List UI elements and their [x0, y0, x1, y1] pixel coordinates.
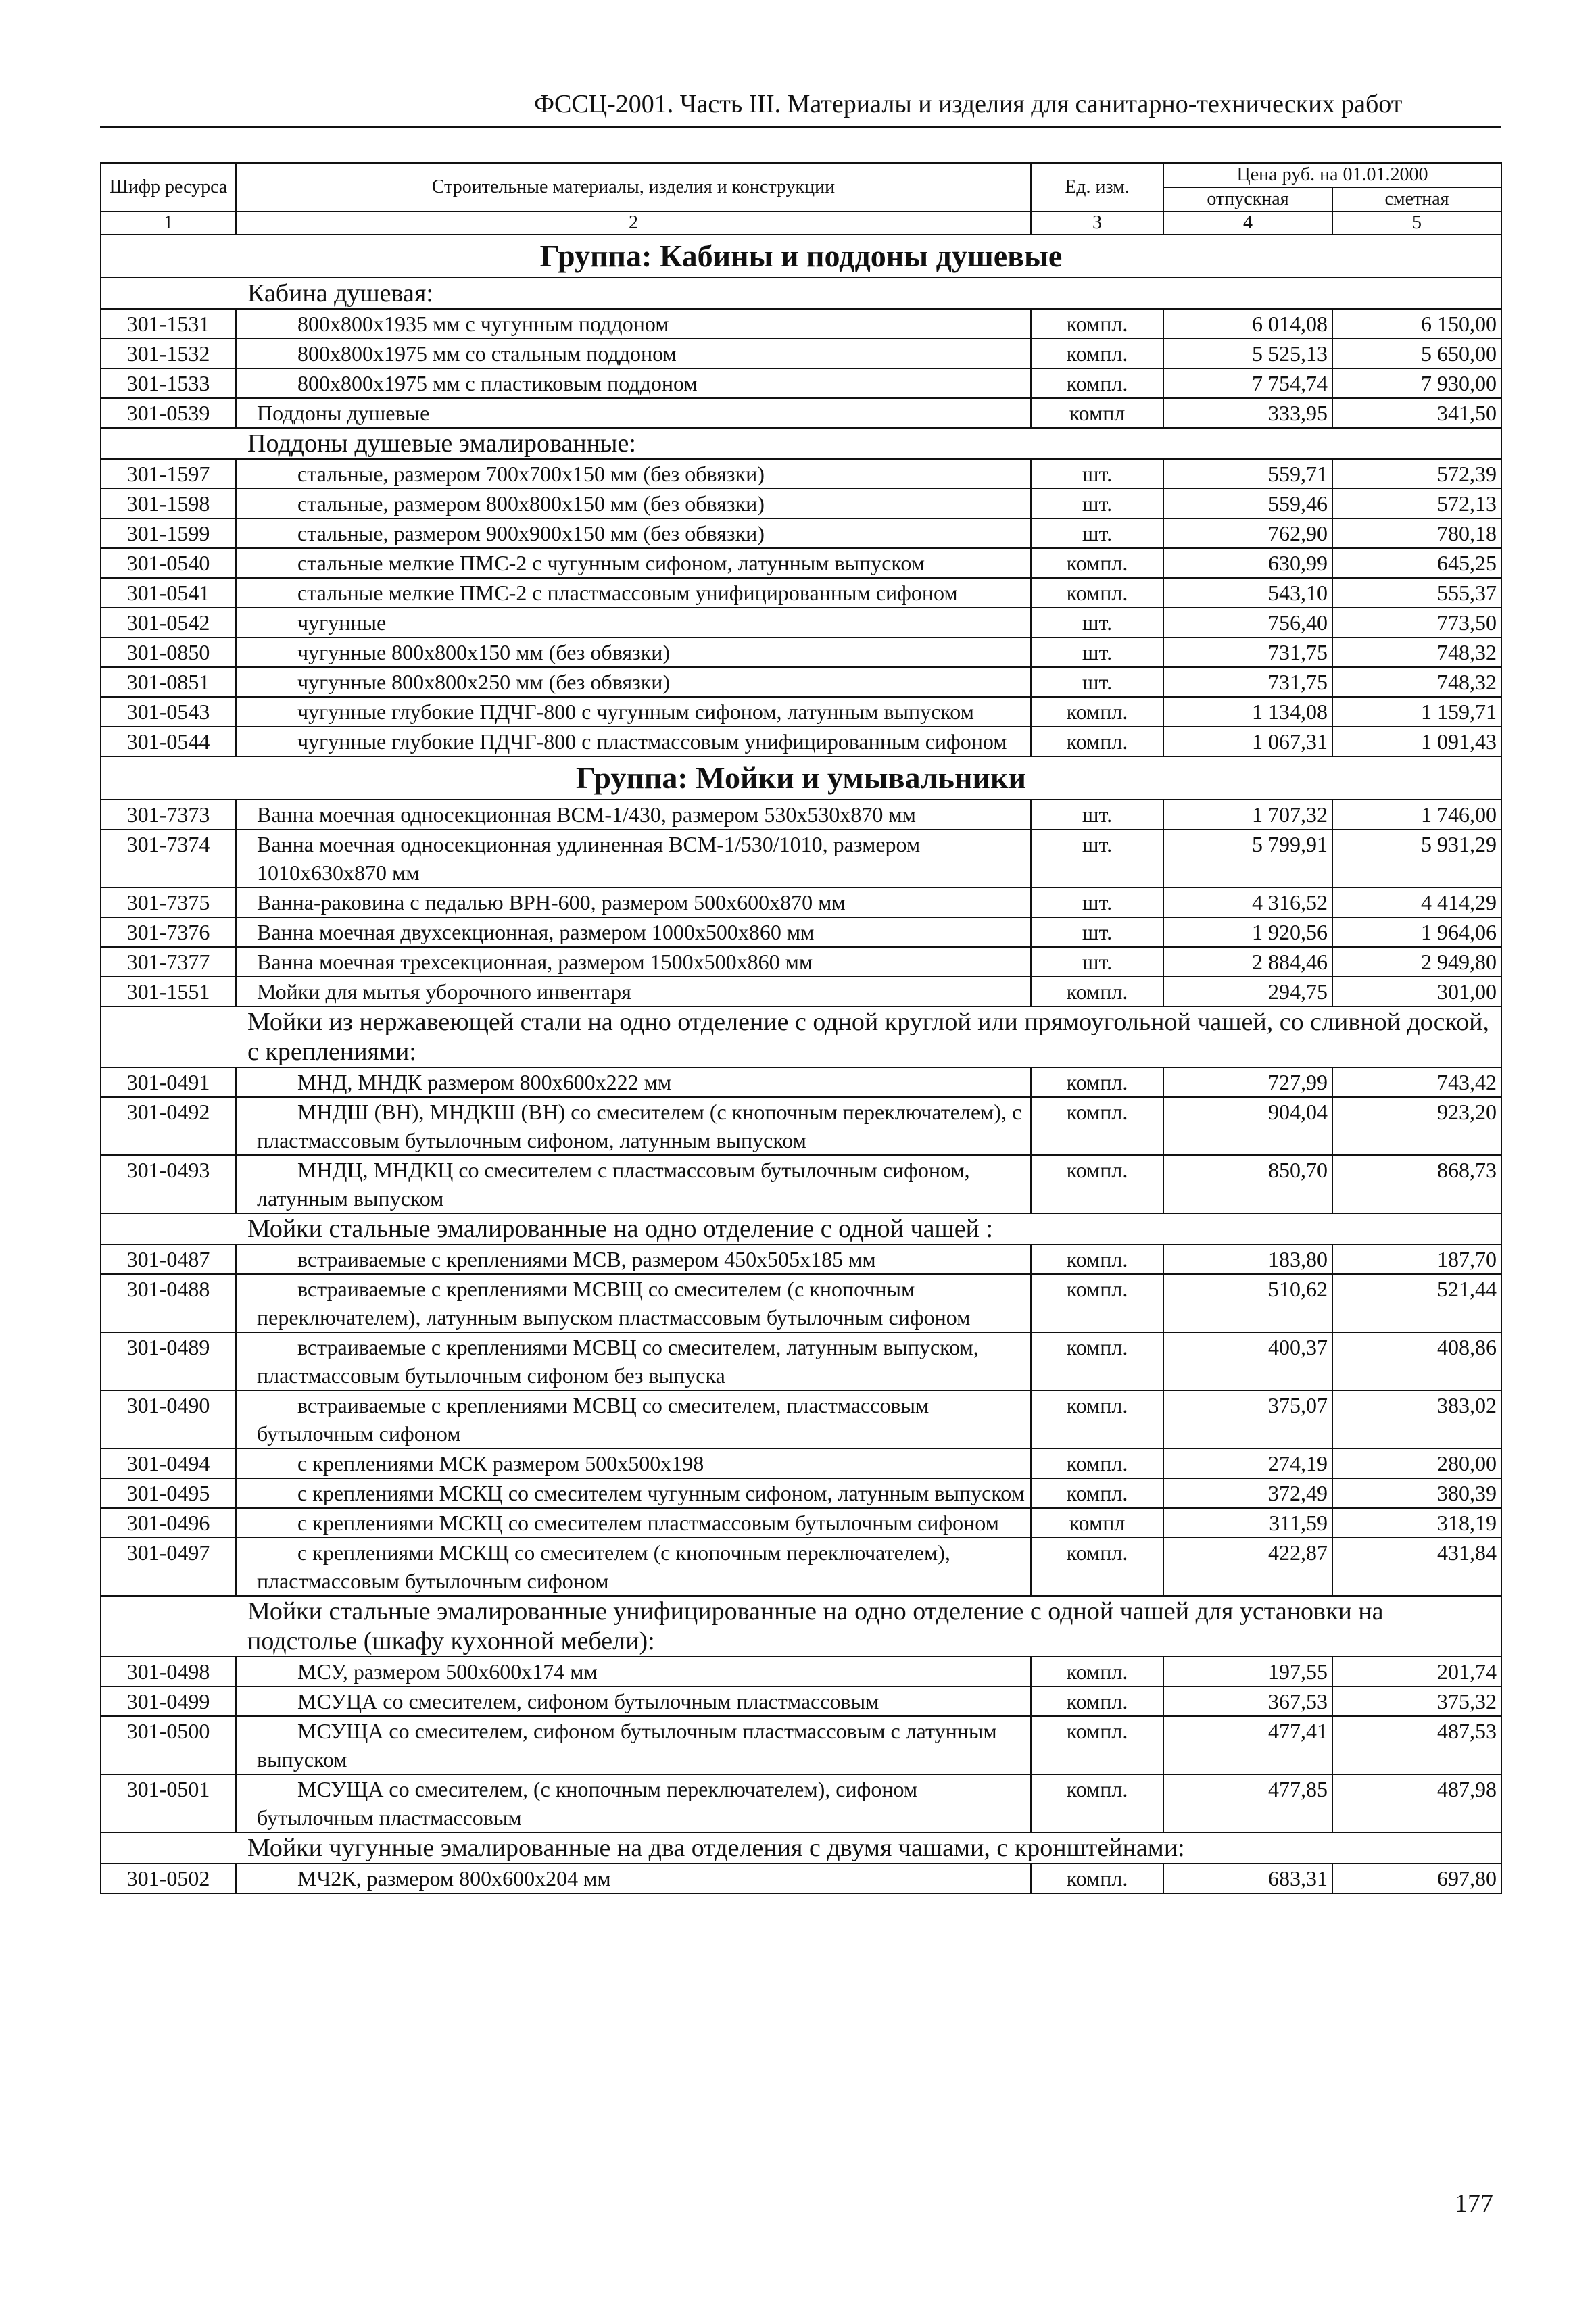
resource-code: 301-7375	[101, 887, 236, 917]
resource-code: 301-0491	[101, 1067, 236, 1097]
resource-code: 301-0540	[101, 548, 236, 578]
subheading: Поддоны душевые эмалированные:	[101, 428, 1501, 459]
unit-of-measure: компл.	[1031, 339, 1163, 368]
estimate-price: 1 091,43	[1332, 727, 1501, 756]
release-price: 477,85	[1163, 1774, 1332, 1832]
unit-of-measure: шт.	[1031, 459, 1163, 489]
release-price: 294,75	[1163, 977, 1332, 1006]
resource-code: 301-0488	[101, 1274, 236, 1332]
material-name: встраиваемые с креплениями МСВ, размером 450х505х185 мм	[236, 1244, 1031, 1274]
page-header: ФССЦ-2001. Часть III. Материалы и изделия для санитарно-технических работ	[534, 90, 1403, 118]
resource-code: 301-0502	[101, 1863, 236, 1893]
estimate-price: 4 414,29	[1332, 887, 1501, 917]
column-index: 5	[1332, 212, 1501, 235]
page-number: 177	[1455, 2189, 1493, 2218]
subheading-row	[101, 428, 1501, 459]
material-name: МСУЩА со смесителем, (с кнопочным переключателем), сифоном бутылочным пластмассовым	[236, 1774, 1031, 1832]
material-name: чугунные глубокие ПДЧГ-800 с чугунным сифоном, латунным выпуском	[236, 697, 1031, 727]
unit-of-measure: шт.	[1031, 947, 1163, 977]
table-row	[101, 977, 1501, 1006]
unit-of-measure: компл.	[1031, 1716, 1163, 1774]
estimate-price: 748,32	[1332, 667, 1501, 697]
release-price: 183,80	[1163, 1244, 1332, 1274]
table-row	[101, 398, 1501, 428]
table-row	[101, 548, 1501, 578]
resource-code: 301-0499	[101, 1686, 236, 1716]
unit-of-measure: компл.	[1031, 1244, 1163, 1274]
estimate-price: 521,44	[1332, 1274, 1501, 1332]
release-price: 5 799,91	[1163, 829, 1332, 887]
resource-code: 301-0543	[101, 697, 236, 727]
release-price: 274,19	[1163, 1448, 1332, 1478]
table-row	[101, 578, 1501, 608]
table-row	[101, 608, 1501, 637]
release-price: 850,70	[1163, 1155, 1332, 1213]
release-price: 731,75	[1163, 667, 1332, 697]
material-name: стальные, размером 900х900х150 мм (без обвязки)	[236, 518, 1031, 548]
material-name: с креплениями МСКЦ со смесителем чугунным сифоном, латунным выпуском	[236, 1478, 1031, 1508]
material-name: с креплениями МСК размером 500х500х198	[236, 1448, 1031, 1478]
unit-of-measure: шт.	[1031, 667, 1163, 697]
unit-of-measure: шт.	[1031, 800, 1163, 829]
resource-code: 301-1532	[101, 339, 236, 368]
unit-of-measure: компл.	[1031, 578, 1163, 608]
estimate-price: 743,42	[1332, 1067, 1501, 1097]
material-name: Ванна-раковина с педалью ВРН-600, размером 500х600х870 мм	[236, 887, 1031, 917]
table-row	[101, 637, 1501, 667]
table-row	[101, 1448, 1501, 1478]
unit-of-measure: компл.	[1031, 727, 1163, 756]
resource-code: 301-7373	[101, 800, 236, 829]
release-price: 375,07	[1163, 1390, 1332, 1448]
material-name: МНДЦ, МНДКЦ со смесителем с пластмассовым бутылочным сифоном, латунным выпуском	[236, 1155, 1031, 1213]
table-row	[101, 1274, 1501, 1332]
unit-of-measure: компл.	[1031, 1155, 1163, 1213]
column-index: 3	[1031, 212, 1163, 235]
unit-of-measure: компл.	[1031, 1390, 1163, 1448]
resource-code: 301-1533	[101, 368, 236, 398]
group-heading-row	[101, 235, 1501, 278]
table-row	[101, 1067, 1501, 1097]
estimate-price: 187,70	[1332, 1244, 1501, 1274]
unit-of-measure: шт.	[1031, 608, 1163, 637]
unit-of-measure: шт.	[1031, 518, 1163, 548]
table-row	[101, 1657, 1501, 1686]
table-row	[101, 1390, 1501, 1448]
subheading-row	[101, 1213, 1501, 1244]
unit-of-measure: компл.	[1031, 1686, 1163, 1716]
table-row	[101, 459, 1501, 489]
column-index-row	[101, 212, 1501, 235]
unit-of-measure: компл.	[1031, 548, 1163, 578]
release-price: 731,75	[1163, 637, 1332, 667]
release-price: 904,04	[1163, 1097, 1332, 1155]
header-price: Цена руб. на 01.01.2000	[1163, 163, 1501, 187]
estimate-price: 6 150,00	[1332, 309, 1501, 339]
release-price: 5 525,13	[1163, 339, 1332, 368]
column-index: 1	[101, 212, 236, 235]
release-price: 477,41	[1163, 1716, 1332, 1774]
table-row	[101, 1244, 1501, 1274]
material-name: МНДШ (ВН), МНДКШ (ВН) со смесителем (с кнопочным переключателем), с пластмассовым бутылочным сифоном, латунным выпуском	[236, 1097, 1031, 1155]
estimate-price: 383,02	[1332, 1390, 1501, 1448]
unit-of-measure: компл.	[1031, 1657, 1163, 1686]
unit-of-measure: компл.	[1031, 1478, 1163, 1508]
header-code: Шифр ресурса	[101, 163, 236, 212]
subheading: Кабина душевая:	[101, 278, 1501, 309]
release-price: 2 884,46	[1163, 947, 1332, 977]
unit-of-measure: шт.	[1031, 917, 1163, 947]
table-row	[101, 1863, 1501, 1893]
estimate-price: 555,37	[1332, 578, 1501, 608]
material-name: МНД, МНДК размером 800х600х222 мм	[236, 1067, 1031, 1097]
table-row	[101, 1774, 1501, 1832]
release-price: 6 014,08	[1163, 309, 1332, 339]
resource-code: 301-1551	[101, 977, 236, 1006]
table-row	[101, 667, 1501, 697]
table-row	[101, 697, 1501, 727]
table-row	[101, 368, 1501, 398]
estimate-price: 923,20	[1332, 1097, 1501, 1155]
resource-code: 301-1598	[101, 489, 236, 518]
release-price: 197,55	[1163, 1657, 1332, 1686]
material-name: МСУ, размером 500х600х174 мм	[236, 1657, 1031, 1686]
table-row	[101, 1097, 1501, 1155]
group-heading-row	[101, 756, 1501, 800]
estimate-price: 487,98	[1332, 1774, 1501, 1832]
material-name: стальные мелкие ПМС-2 с пластмассовым унифицированным сифоном	[236, 578, 1031, 608]
estimate-price: 1 964,06	[1332, 917, 1501, 947]
release-price: 630,99	[1163, 548, 1332, 578]
estimate-price: 868,73	[1332, 1155, 1501, 1213]
estimate-price: 5 931,29	[1332, 829, 1501, 887]
column-index: 4	[1163, 212, 1332, 235]
resource-code: 301-0542	[101, 608, 236, 637]
material-name: Ванна моечная односекционная ВСМ-1/430, размером 530х530х870 мм	[236, 800, 1031, 829]
release-price: 510,62	[1163, 1274, 1332, 1332]
subheading: Мойки стальные эмалированные на одно отделение с одной чашей :	[101, 1213, 1501, 1244]
table-row	[101, 829, 1501, 887]
resource-code: 301-7377	[101, 947, 236, 977]
release-price: 333,95	[1163, 398, 1332, 428]
material-name: чугунные 800х800х150 мм (без обвязки)	[236, 637, 1031, 667]
material-name: стальные, размером 700х700х150 мм (без обвязки)	[236, 459, 1031, 489]
table-row	[101, 1508, 1501, 1538]
table-row	[101, 339, 1501, 368]
material-name: встраиваемые с креплениями МСВЦ со смесителем, латунным выпуском, пластмассовым бутылочным сифоном без выпуска	[236, 1332, 1031, 1390]
release-price: 367,53	[1163, 1686, 1332, 1716]
unit-of-measure: компл.	[1031, 1863, 1163, 1893]
estimate-price: 2 949,80	[1332, 947, 1501, 977]
resource-code: 301-0544	[101, 727, 236, 756]
table-row	[101, 1155, 1501, 1213]
resource-code: 301-0487	[101, 1244, 236, 1274]
unit-of-measure: компл.	[1031, 309, 1163, 339]
resource-code: 301-0496	[101, 1508, 236, 1538]
material-name: МСУЦА со смесителем, сифоном бутылочным пластмассовым	[236, 1686, 1031, 1716]
resource-code: 301-0494	[101, 1448, 236, 1478]
release-price: 7 754,74	[1163, 368, 1332, 398]
unit-of-measure: компл.	[1031, 697, 1163, 727]
material-name: чугунные 800х800х250 мм (без обвязки)	[236, 667, 1031, 697]
subheading-row	[101, 1832, 1501, 1863]
subheading: Мойки стальные эмалированные унифицированные на одно отделение с одной чашей для установки на подстолье (шкафу кухонной мебели):	[101, 1596, 1501, 1657]
estimate-price: 7 930,00	[1332, 368, 1501, 398]
resource-code: 301-0500	[101, 1716, 236, 1774]
resource-code: 301-0850	[101, 637, 236, 667]
price-table	[100, 162, 1502, 1894]
resource-code: 301-1599	[101, 518, 236, 548]
release-price: 727,99	[1163, 1067, 1332, 1097]
subheading-row	[101, 1006, 1501, 1067]
release-price: 1 134,08	[1163, 697, 1332, 727]
release-price: 372,49	[1163, 1478, 1332, 1508]
unit-of-measure: шт.	[1031, 489, 1163, 518]
header-name: Строительные материалы, изделия и конструкции	[236, 163, 1031, 212]
estimate-price: 487,53	[1332, 1716, 1501, 1774]
header-release-price: отпускная	[1163, 187, 1332, 212]
material-name: стальные мелкие ПМС-2 с чугунным сифоном, латунным выпуском	[236, 548, 1031, 578]
material-name: с креплениями МСКЦ со смесителем пластмассовым бутылочным сифоном	[236, 1508, 1031, 1538]
unit-of-measure: компл	[1031, 398, 1163, 428]
table-row	[101, 1478, 1501, 1508]
release-price: 543,10	[1163, 578, 1332, 608]
estimate-price: 431,84	[1332, 1538, 1501, 1596]
material-name: встраиваемые с креплениями МСВЦ со смесителем, пластмассовым бутылочным сифоном	[236, 1390, 1031, 1448]
material-name: чугунные глубокие ПДЧГ-800 с пластмассовым унифицированным сифоном	[236, 727, 1031, 756]
unit-of-measure: компл.	[1031, 1448, 1163, 1478]
table-row	[101, 1538, 1501, 1596]
release-price: 559,71	[1163, 459, 1332, 489]
resource-code: 301-7376	[101, 917, 236, 947]
release-price: 1 920,56	[1163, 917, 1332, 947]
release-price: 311,59	[1163, 1508, 1332, 1538]
estimate-price: 748,32	[1332, 637, 1501, 667]
estimate-price: 780,18	[1332, 518, 1501, 548]
release-price: 1 067,31	[1163, 727, 1332, 756]
release-price: 756,40	[1163, 608, 1332, 637]
unit-of-measure: компл.	[1031, 1274, 1163, 1332]
table-row	[101, 489, 1501, 518]
unit-of-measure: компл.	[1031, 368, 1163, 398]
unit-of-measure: компл.	[1031, 1332, 1163, 1390]
estimate-price: 5 650,00	[1332, 339, 1501, 368]
material-name: стальные, размером 800х800х150 мм (без обвязки)	[236, 489, 1031, 518]
resource-code: 301-0851	[101, 667, 236, 697]
estimate-price: 318,19	[1332, 1508, 1501, 1538]
subheading: Мойки чугунные эмалированные на два отделения с двумя чашами, с кронштейнами:	[101, 1832, 1501, 1863]
table-row	[101, 1686, 1501, 1716]
material-name: 800x800x1935 мм с чугунным поддоном	[236, 309, 1031, 339]
estimate-price: 408,86	[1332, 1332, 1501, 1390]
unit-of-measure: компл.	[1031, 1538, 1163, 1596]
release-price: 400,37	[1163, 1332, 1332, 1390]
table-row	[101, 800, 1501, 829]
material-name: 800x800x1975 мм с пластиковым поддоном	[236, 368, 1031, 398]
estimate-price: 773,50	[1332, 608, 1501, 637]
header-estimate-price: сметная	[1332, 187, 1501, 212]
release-price: 559,46	[1163, 489, 1332, 518]
release-price: 683,31	[1163, 1863, 1332, 1893]
estimate-price: 375,32	[1332, 1686, 1501, 1716]
table-row	[101, 1332, 1501, 1390]
unit-of-measure: шт.	[1031, 887, 1163, 917]
table-row	[101, 1716, 1501, 1774]
estimate-price: 572,39	[1332, 459, 1501, 489]
subheading: Мойки из нержавеющей стали на одно отделение с одной круглой или прямоугольной чашей, со сливной доской, с креплениями:	[101, 1006, 1501, 1067]
table-header-row	[101, 163, 1501, 187]
table-row	[101, 917, 1501, 947]
estimate-price: 572,13	[1332, 489, 1501, 518]
release-price: 762,90	[1163, 518, 1332, 548]
material-name: чугунные	[236, 608, 1031, 637]
estimate-price: 645,25	[1332, 548, 1501, 578]
material-name: Ванна моечная односекционная удлиненная ВСМ-1/530/1010, размером 1010х630х870 мм	[236, 829, 1031, 887]
unit-of-measure: компл.	[1031, 1067, 1163, 1097]
material-name: с креплениями МСКЩ со смесителем (с кнопочным переключателем), пластмассовым бутылочным сифоном	[236, 1538, 1031, 1596]
subheading-row	[101, 278, 1501, 309]
resource-code: 301-7374	[101, 829, 236, 887]
resource-code: 301-0490	[101, 1390, 236, 1448]
resource-code: 301-0539	[101, 398, 236, 428]
release-price: 1 707,32	[1163, 800, 1332, 829]
resource-code: 301-0541	[101, 578, 236, 608]
unit-of-measure: компл.	[1031, 1774, 1163, 1832]
unit-of-measure: компл.	[1031, 977, 1163, 1006]
unit-of-measure: компл	[1031, 1508, 1163, 1538]
material-name: встраиваемые с креплениями МСВЩ со смесителем (с кнопочным переключателем), латунным выпуском пластмассовым бутылочным сифоном	[236, 1274, 1031, 1332]
resource-code: 301-0489	[101, 1332, 236, 1390]
material-name: Поддоны душевые	[236, 398, 1031, 428]
estimate-price: 201,74	[1332, 1657, 1501, 1686]
estimate-price: 1 746,00	[1332, 800, 1501, 829]
resource-code: 301-0501	[101, 1774, 236, 1832]
group-heading: Группа: Кабины и поддоны душевые	[101, 235, 1501, 278]
resource-code: 301-0495	[101, 1478, 236, 1508]
material-name: Мойки для мытья уборочного инвентаря	[236, 977, 1031, 1006]
release-price: 422,87	[1163, 1538, 1332, 1596]
estimate-price: 280,00	[1332, 1448, 1501, 1478]
unit-of-measure: компл.	[1031, 1097, 1163, 1155]
table-row	[101, 727, 1501, 756]
estimate-price: 380,39	[1332, 1478, 1501, 1508]
header-rule	[100, 126, 1501, 128]
release-price: 4 316,52	[1163, 887, 1332, 917]
material-name: МСУЩА со смесителем, сифоном бутылочным пластмассовым с латунным выпуском	[236, 1716, 1031, 1774]
resource-code: 301-0498	[101, 1657, 236, 1686]
header-unit: Ед. изм.	[1031, 163, 1163, 212]
table-row	[101, 309, 1501, 339]
material-name: МЧ2К, размером 800х600х204 мм	[236, 1863, 1031, 1893]
group-heading: Группа: Мойки и умывальники	[101, 756, 1501, 800]
resource-code: 301-0492	[101, 1097, 236, 1155]
table-row	[101, 518, 1501, 548]
subheading-row	[101, 1596, 1501, 1657]
resource-code: 301-0493	[101, 1155, 236, 1213]
table-row	[101, 947, 1501, 977]
resource-code: 301-1531	[101, 309, 236, 339]
column-index: 2	[236, 212, 1031, 235]
estimate-price: 697,80	[1332, 1863, 1501, 1893]
material-name: Ванна моечная двухсекционная, размером 1000х500х860 мм	[236, 917, 1031, 947]
resource-code: 301-0497	[101, 1538, 236, 1596]
material-name: 800x800x1975 мм со стальным поддоном	[236, 339, 1031, 368]
estimate-price: 341,50	[1332, 398, 1501, 428]
estimate-price: 1 159,71	[1332, 697, 1501, 727]
unit-of-measure: шт.	[1031, 829, 1163, 887]
material-name: Ванна моечная трехсекционная, размером 1500х500х860 мм	[236, 947, 1031, 977]
unit-of-measure: шт.	[1031, 637, 1163, 667]
estimate-price: 301,00	[1332, 977, 1501, 1006]
table-row	[101, 887, 1501, 917]
resource-code: 301-1597	[101, 459, 236, 489]
